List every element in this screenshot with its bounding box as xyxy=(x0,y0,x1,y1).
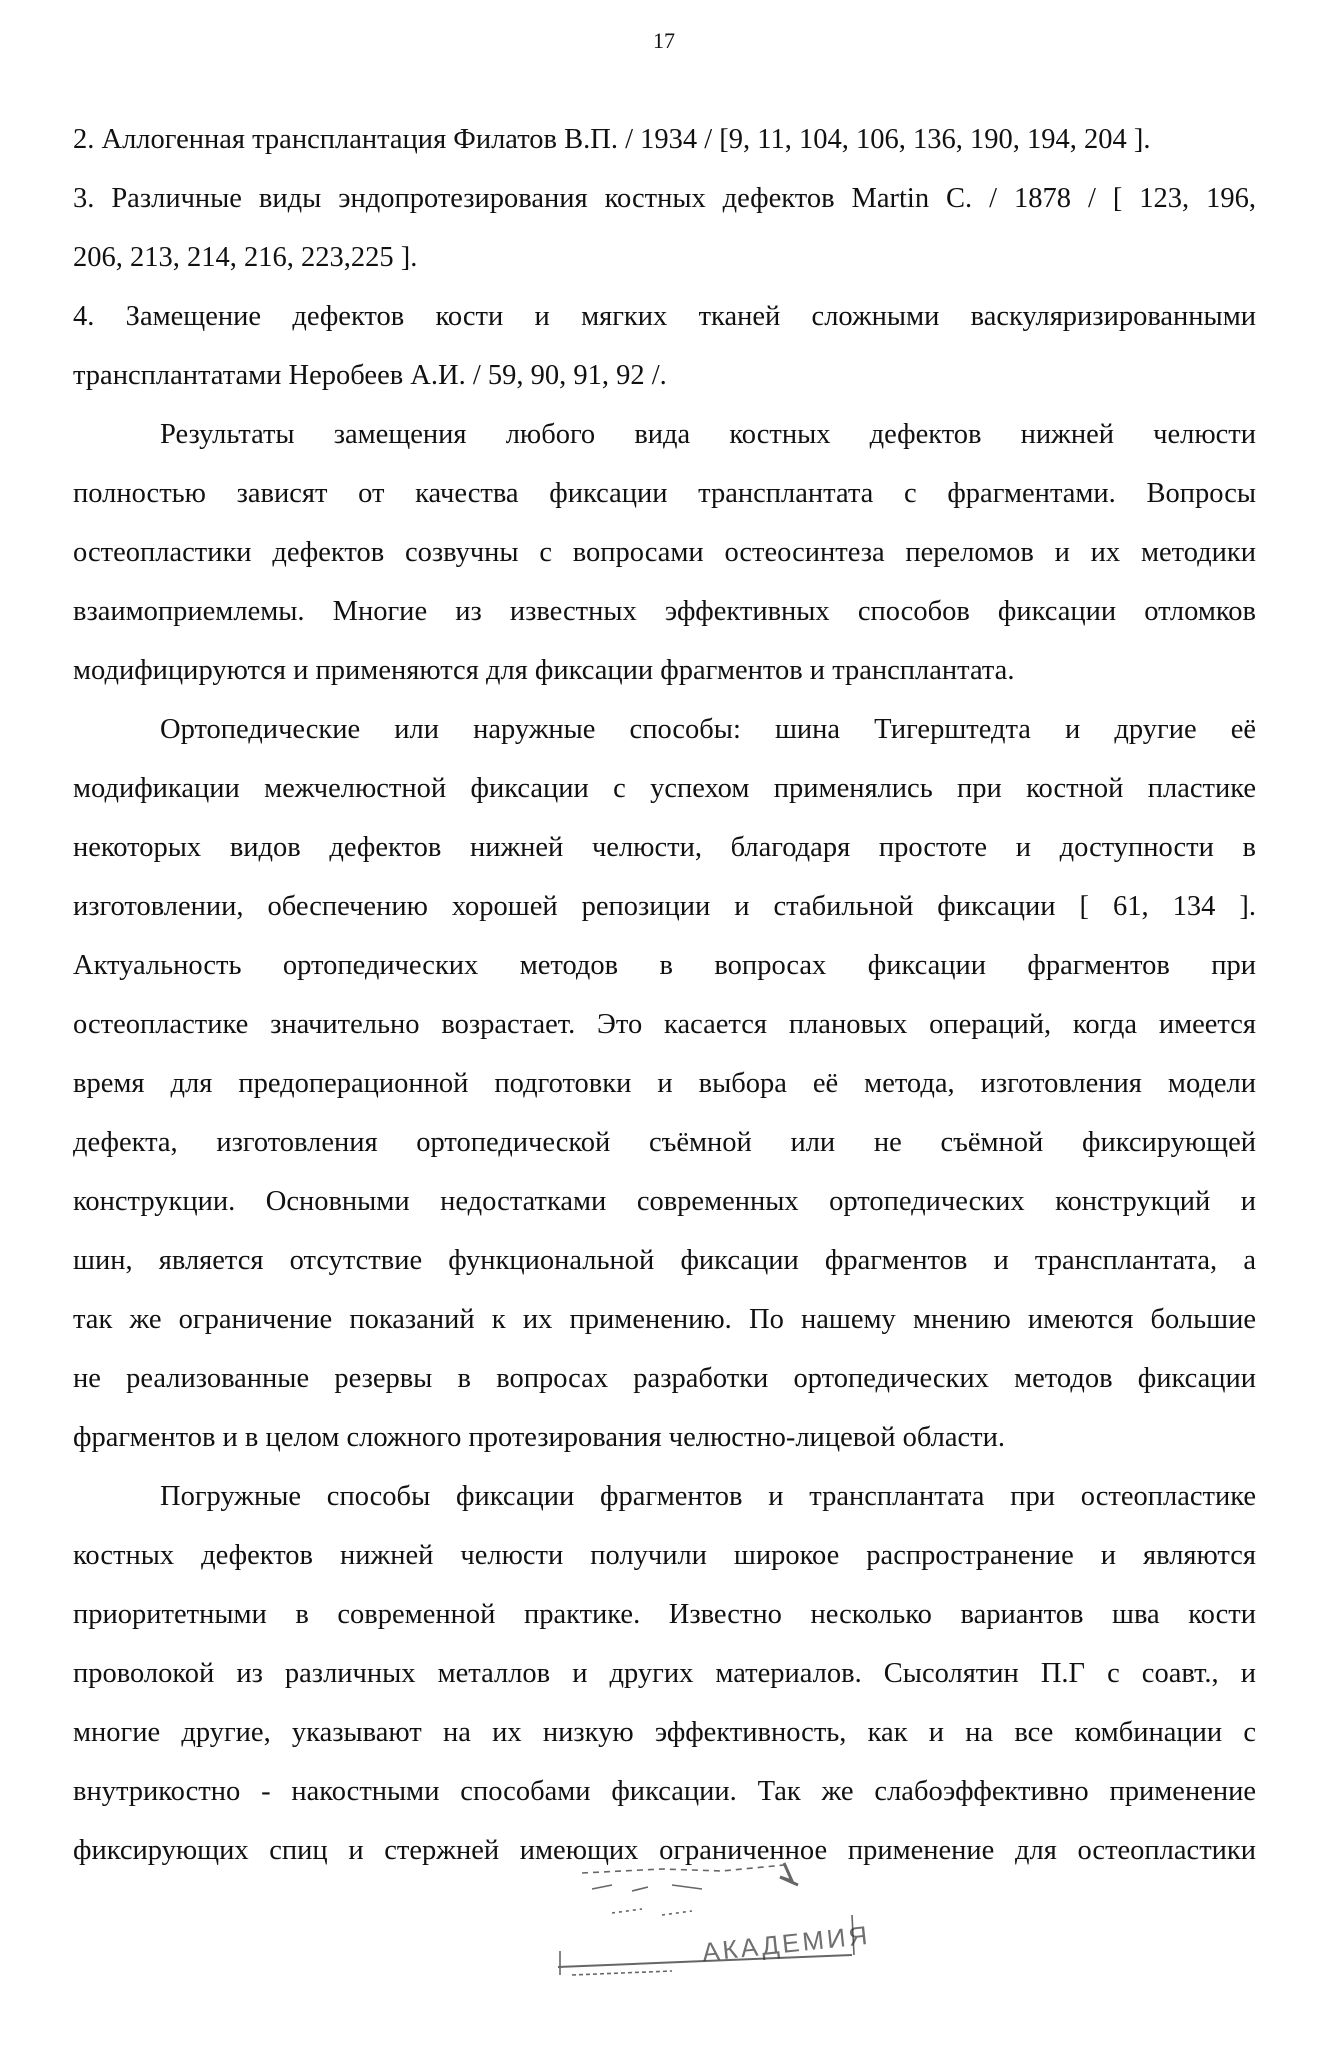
text-line: 3. Различные виды эндопротезирования костных дефектов Martin C. / 1878 / [ 123, 196, xyxy=(73,183,1256,214)
text-line: Ортопедические или наружные способы: шина Тигерштедта и другие её xyxy=(160,714,1256,745)
text-line: остеопластике значительно возрастает. Это касается плановых операций, когда имеется xyxy=(73,1009,1256,1040)
text-line: фрагментов и в целом сложного протезирования челюстно-лицевой области. xyxy=(73,1422,1005,1453)
text-line: полностью зависят от качества фиксации трансплантата с фрагментами. Вопросы xyxy=(73,478,1256,509)
text-line: конструкции. Основными недостатками современных ортопедических конструкций и xyxy=(73,1186,1256,1217)
text-line: костных дефектов нижней челюсти получили широкое распространение и являются xyxy=(73,1540,1256,1571)
text-line: фиксирующих спиц и стержней имеющих ограниченное применение для остеопластики xyxy=(73,1835,1256,1866)
text-line: модификации межчелюстной фиксации с успехом применялись при костной пластике xyxy=(73,773,1256,804)
text-line: Погружные способы фиксации фрагментов и трансплантата при остеопластике xyxy=(160,1481,1256,1512)
text-line: многие другие, указывают на их низкую эффективность, как и на все комбинации с xyxy=(73,1717,1256,1748)
text-line: 2. Аллогенная трансплантация Филатов В.П. / 1934 / [9, 11, 104, 106, 136, 190, 194, 204 ]. xyxy=(73,124,1151,155)
text-line: трансплантатами Неробеев А.И. / 59, 90, 91, 92 /. xyxy=(73,360,667,391)
stamp-text: АКАДЕМИЯ xyxy=(700,1919,872,1968)
text-line: дефекта, изготовления ортопедической съёмной или не съёмной фиксирующей xyxy=(73,1127,1256,1158)
text-line: изготовлении, обеспечению хорошей репозиции и стабильной фиксации [ 61, 134 ]. xyxy=(73,891,1256,922)
text-line: некоторых видов дефектов нижней челюсти, благодаря простоте и доступности в xyxy=(73,832,1256,863)
text-line: 206, 213, 214, 216, 223,225 ]. xyxy=(73,242,418,273)
text-line: приоритетными в современной практике. Известно несколько вариантов шва кости xyxy=(73,1599,1256,1630)
page-number: 17 xyxy=(653,28,675,53)
library-stamp-icon xyxy=(552,1855,872,1985)
text-line: 4. Замещение дефектов кости и мягких тканей сложными васкуляризированными xyxy=(73,301,1256,332)
text-line: так же ограничение показаний к их применению. По нашему мнению имеются большие xyxy=(73,1304,1256,1335)
text-line: остеопластики дефектов созвучны с вопросами остеосинтеза переломов и их методики xyxy=(73,537,1256,568)
text-line: шин, является отсутствие функциональной фиксации фрагментов и трансплантата, а xyxy=(73,1245,1256,1276)
text-line: Актуальность ортопедических методов в вопросах фиксации фрагментов при xyxy=(73,950,1256,981)
text-line: модифицируются и применяются для фиксации фрагментов и трансплантата. xyxy=(73,655,1015,686)
text-line: Результаты замещения любого вида костных дефектов нижней челюсти xyxy=(160,419,1256,450)
text-line: время для предоперационной подготовки и выбора её метода, изготовления модели xyxy=(73,1068,1256,1099)
text-line: внутрикостно - накостными способами фиксации. Так же слабоэффективно применение xyxy=(73,1776,1256,1807)
text-line: не реализованные резервы в вопросах разработки ортопедических методов фиксации xyxy=(73,1363,1256,1394)
body-text xyxy=(73,110,1256,1880)
text-line: взаимоприемлемы. Многие из известных эффективных способов фиксации отломков xyxy=(73,596,1256,627)
text-line: проволокой из различных металлов и других материалов. Сысолятин П.Г с соавт., и xyxy=(73,1658,1256,1689)
